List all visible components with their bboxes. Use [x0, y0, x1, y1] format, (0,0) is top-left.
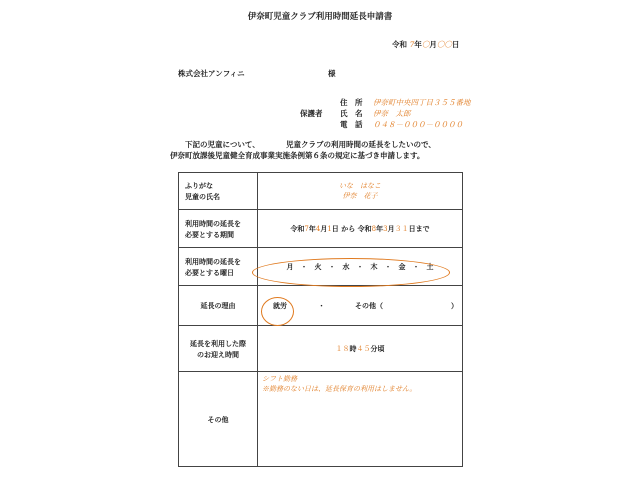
pickup-minute: ４５ — [356, 344, 371, 353]
period-start-year-unit: 年 — [308, 223, 316, 233]
period-start-month: 4 — [315, 224, 321, 233]
period-end-day-unit: 日まで — [408, 223, 430, 233]
date-year-unit: 年 — [414, 40, 422, 49]
recipient-honorific: 様 — [328, 69, 336, 78]
intro-line-2: 伊奈町放課後児童健全育成事業実施条例第６条の規定に基づき申請します。 — [170, 151, 425, 160]
child-name-label — [179, 173, 258, 210]
date-year: 7 — [409, 40, 415, 49]
address-label: 住 所 — [340, 98, 363, 107]
child-furigana-value: いな はなこ — [339, 182, 381, 190]
date-month-unit: 月 — [429, 40, 437, 49]
child-name-cell — [258, 173, 463, 210]
work-reason-circle-mark — [261, 297, 294, 326]
pickup-hour: １８ — [335, 344, 350, 353]
days-label-1: 利用時間の延長を — [185, 256, 241, 266]
name-label: 氏 名 — [340, 109, 363, 118]
child-name-label-text: 児童の氏名 — [185, 192, 220, 201]
period-start-era: 令和 — [290, 223, 305, 233]
application-date — [392, 39, 459, 50]
other-value — [258, 372, 463, 467]
period-start-day: 1 — [327, 224, 332, 233]
weekday-list: 月 ・ 火 ・ 水 ・ 木 ・ 金 ・ 土 — [286, 261, 434, 271]
period-start-year: 7 — [304, 224, 309, 233]
recipient-name: 株式会社アンフィニ — [178, 69, 245, 78]
period-start-day-unit: 日 から — [331, 223, 356, 233]
date-day-unit: 日 — [451, 40, 460, 49]
other-label — [179, 372, 258, 467]
reason-label — [179, 286, 258, 326]
pickup-hour-unit: 時 — [349, 343, 357, 353]
row-reason — [179, 286, 463, 326]
intro-line-1: 下記の児童について、 児童クラブの利用時間の延長をしたいので、 — [185, 140, 436, 149]
reason-separator: ・ — [318, 301, 325, 310]
phone-value: ０４８－０００－００００ — [373, 120, 463, 129]
application-form-table — [178, 172, 463, 467]
reason-other-close: ） — [451, 301, 458, 310]
pickup-label-2: のお迎え時間 — [197, 349, 239, 359]
period-end-month-unit: 月 — [387, 223, 395, 233]
row-child-name — [179, 173, 463, 210]
period-end-era: 令和 — [357, 223, 372, 233]
period-end-day: ３１ — [394, 224, 409, 233]
pickup-value — [258, 326, 463, 372]
period-end-year-unit: 年 — [376, 223, 384, 233]
date-month: 〇 — [421, 40, 430, 49]
pickup-minute-unit: 分頃 — [370, 343, 385, 353]
pickup-label-1: 延長を利用した際 — [190, 338, 246, 348]
row-pickup-time — [179, 326, 463, 372]
reason-option-other: その他（ — [355, 301, 383, 310]
document-title: 伊奈町児童クラブ利用時間延長申請書 — [247, 12, 393, 22]
reason-label-text: 延長の理由 — [200, 301, 236, 310]
guardian-name-value: 伊奈 太郎 — [373, 109, 411, 118]
furigana-label: ふりがな — [185, 181, 213, 190]
period-start-month-unit: 月 — [320, 223, 328, 233]
reason-option-work: 就労 — [273, 301, 287, 310]
days-label-2: 必要とする曜日 — [185, 267, 234, 277]
other-label-text: その他 — [207, 414, 229, 424]
other-note-2: ※勤務のない日は、延長保育の利用はしません。 — [262, 385, 417, 393]
period-label-1: 利用時間の延長を — [185, 218, 241, 228]
period-end-month: 3 — [383, 224, 388, 233]
child-name-value: 伊奈 花子 — [342, 192, 378, 200]
row-other — [179, 372, 463, 467]
days-label — [179, 248, 258, 286]
guardian-label: 保護者 — [300, 109, 323, 118]
phone-label: 電 話 — [340, 120, 363, 129]
weekdays-circle-mark — [252, 258, 450, 287]
row-period — [179, 210, 463, 248]
period-end-year: 8 — [371, 224, 377, 233]
address-value: 伊奈町中央四丁目３５５番地 — [373, 98, 471, 107]
period-label — [179, 210, 258, 248]
date-day: 〇〇 — [436, 40, 452, 49]
date-era: 令和 — [392, 40, 407, 49]
period-label-2: 必要とする期間 — [185, 229, 234, 239]
pickup-label — [179, 326, 258, 372]
period-value — [258, 210, 463, 248]
other-note-1: シフト勤務 — [262, 375, 297, 383]
